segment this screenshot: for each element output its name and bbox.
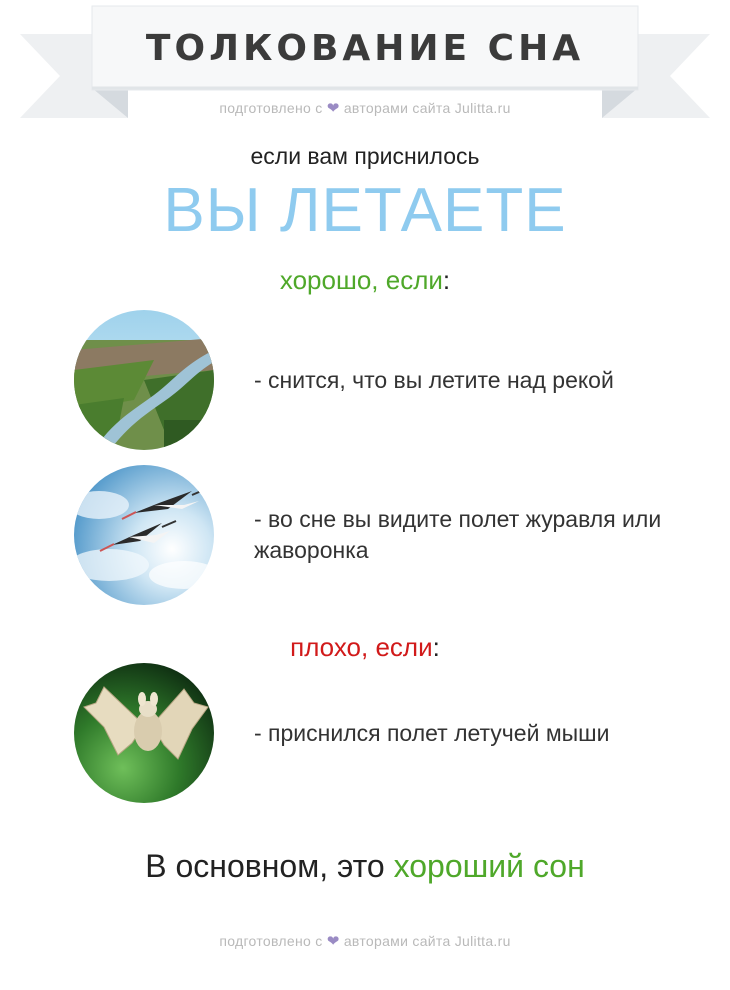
good-label-text: хорошо, если [279,265,443,295]
good-item-cranes [74,465,694,605]
bat-in-flight-image [74,663,214,803]
bad-item-text: - приснился полет летучей мыши [254,719,610,746]
bad-label-text: плохо, если [290,632,433,662]
credit-top [0,99,730,117]
cranes-in-sky-image [74,465,214,605]
credit-prefix: подготовлено с [219,933,323,949]
credit-suffix: авторами сайта Julitta.ru [343,100,511,116]
good-label-colon: : [442,265,451,295]
river-valley-image [74,310,214,450]
conclusion [0,848,730,885]
intro-text: если вам приснилось [250,143,480,169]
credit-bottom [0,932,730,950]
heart-icon: ❤ [326,100,340,117]
page-title: ТОЛКОВАНИЕ СНА [145,27,585,69]
good-section-label [0,265,730,296]
dream-headline: ВЫ ЛЕТАЕТЕ [163,176,567,245]
good-item-text: - снится, что вы летите над рекой [254,366,614,393]
good-item-text: - во сне вы видите полет журавля или жаворонка [254,506,662,563]
heart-icon: ❤ [326,933,340,950]
conclusion-highlight: хороший сон [393,848,585,884]
bad-item-bat [74,663,694,803]
bad-label-colon: : [432,632,440,662]
bad-section-label [0,632,730,663]
conclusion-prefix: В основном, это [145,848,385,884]
credit-prefix: подготовлено с [219,100,323,116]
credit-suffix: авторами сайта Julitta.ru [343,933,511,949]
good-item-river [74,310,694,450]
